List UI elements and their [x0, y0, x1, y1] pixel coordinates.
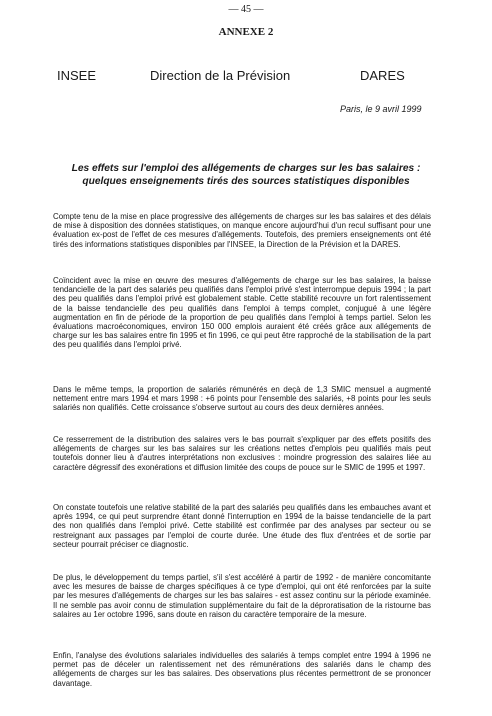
document-date: Paris, le 9 avril 1999 [340, 104, 422, 114]
title-line-2: quelques enseignements tirés des sources statistiques disponibles [82, 176, 410, 187]
org-insee: INSEE [57, 68, 97, 83]
paragraph-employment-share: Coïncident avec la mise en œuvre des mesures d'allégements de charge sur les bas salaires, la baisse tendancielle de la part des salariés peu qualifiés dans l'emploi privé s'est interrompue depuis 1994 ; la part des peu qualifiés dans l'emploi privé est globalement stable. Cette stabilité recouvre un fort ralentissement de la baisse tendancielle des peu qualifiés dans l'emploi à temps complet, conjugué à une légère augmentation en fin de période de la proportion de peu qualifiés dans l'emploi à temps partiel. Selon les évaluations macroéconomiques, environ 150 000 emplois auraient été créés grâce aux allégements de charge sur les bas salaires entre fin 1995 et fin 1996, ce qui peut être rapproché de la stabilisation de la part des peu qualifiés dans l'emploi privé. [53, 276, 431, 350]
org-direction-prevision: Direction de la Prévision [150, 68, 291, 83]
title-line-1: Les effets sur l'emploi des allégements de charges sur les bas salaires : [71, 163, 421, 174]
paragraph-wage-distribution: Ce resserrement de la distribution des salaires vers le bas pourrait s'expliquer par des effets positifs des allégements de charges sur les bas salaires sur les créations nettes d'emplois peu qualifiés mais peut toutefois donner lieu à d'autres interprétations non exclusives : moindre progression des salaires liée au caractère dégressif des exonérations et diffusion limitée des coups de pouce sur le SMIC de 1995 et 1997. [53, 435, 431, 472]
org-dares: DARES [360, 68, 405, 83]
paragraph-part-time: De plus, le développement du temps partiel, s'il s'est accéléré à partir de 1992 - de manière concomitante avec les mesures de baisse de charges spécifiques à ce type d'emploi, qui ont été renforcées par la suite par les mesures d'allégements de charges sur les bas salaires - est assez continu sur la période examinée. Il ne semble pas avoir connu de stimulation supplémentaire du fait de la déproratisation de la ristourne bas salaires au 1er octobre 1996, sans doute en raison du caractère temporaire de la mesure. [53, 573, 431, 619]
page-number: — 45 — [228, 4, 264, 15]
paragraph-hiring-stability: On constate toutefois une relative stabilité de la part des salariés peu qualifiés dans les embauches avant et après 1994, ce qui peut surprendre étant donné l'interruption en 1994 de la baisse tendancielle de la part des non qualifiés dans l'emploi privé. Cette stabilité est confirmée par des analyses par secteur ou se restreignant aux passages par l'emploi de courte durée. Une étude des flux d'entrées et de sortie par secteur pourrait préciser ce diagnostic. [53, 503, 431, 549]
annexe-heading: ANNEXE 2 [218, 26, 274, 38]
paragraph-conclusion: Enfin, l'analyse des évolutions salariales individuelles des salariés à temps complet entre 1994 à 1996 ne permet pas de déceler un ralentissement net des rémunérations des salariés dans le champ des allégements de charges sur les bas salaires. Des observations plus récentes permettront de se prononcer davantage. [53, 651, 431, 688]
paragraph-introduction: Compte tenu de la mise en place progressive des allégements de charges sur les bas salaires et des délais de mise à disposition des données statistiques, on manque encore aujourd'hui d'un recul suffisant pour une évaluation ex-post de l'effet de ces mesures d'allégements. Toutefois, des premiers enseignements ont été tirés des informations statistiques disponibles par l'INSEE, la Direction de la Prévision et la DARES. [53, 212, 431, 249]
document-title [30, 162, 462, 188]
paragraph-low-wage-proportion: Dans le même temps, la proportion de salariés rémunérés en deçà de 1,3 SMIC mensuel a augmenté nettement entre mars 1994 et mars 1998 : +6 points pour l'ensemble des salariés, +8 points pour les seuls salariés non qualifiés. Cette croissance s'observe surtout au cours des deux dernières années. [53, 385, 431, 413]
